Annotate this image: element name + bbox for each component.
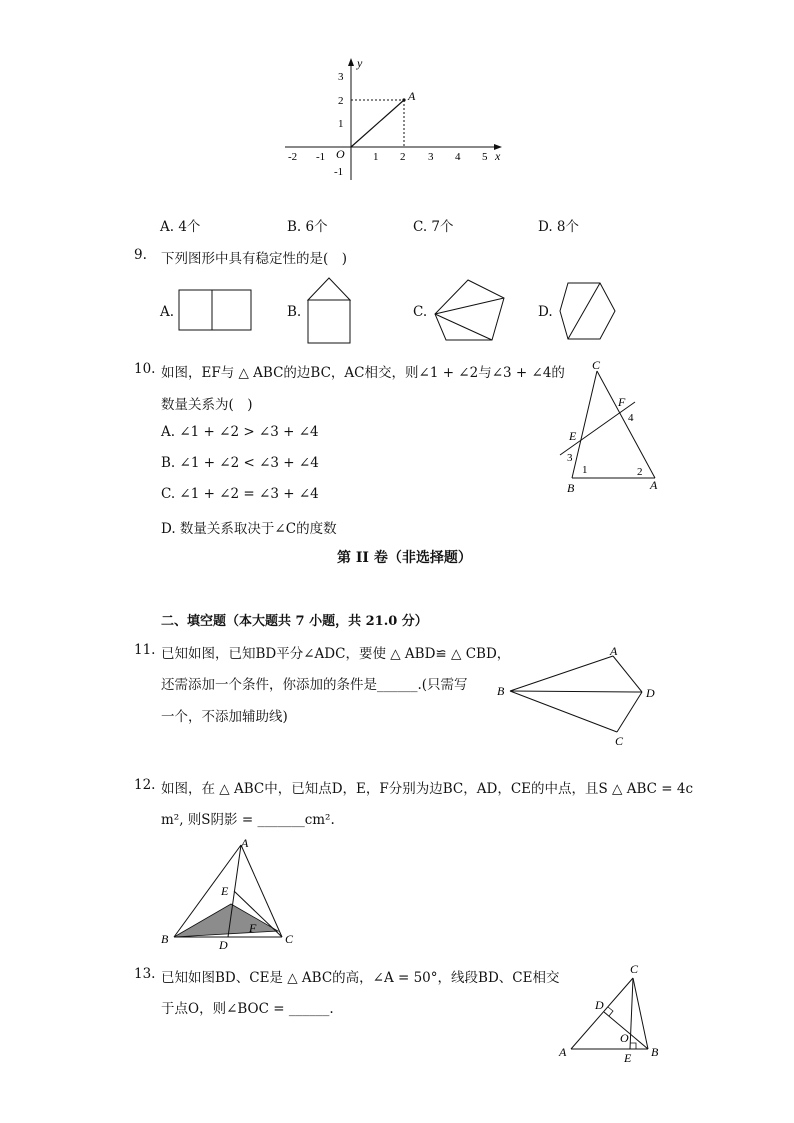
q11-label-d: D: [646, 686, 655, 700]
q11-number: 11.: [134, 642, 156, 658]
q8-origin-label: O: [336, 147, 345, 161]
q8-option-c[interactable]: C. 7个: [413, 219, 454, 235]
q11-label-c: C: [615, 734, 624, 748]
q11-label-b: B: [497, 684, 505, 698]
q12-figure: [155, 835, 305, 950]
q12-label-b: B: [161, 932, 169, 946]
q8-y-tick: 1: [338, 118, 344, 130]
q8-option-a[interactable]: A. 4个: [160, 219, 201, 235]
q8-x-tick: 5: [482, 151, 488, 163]
q9-option-c-figure[interactable]: [432, 278, 508, 344]
section2-title: 第 II 卷（非选择题）: [337, 550, 472, 566]
q9-option-c-label[interactable]: C.: [413, 304, 428, 320]
section2-heading: 二、填空题（本大题共 7 小题，共 21.0 分）: [161, 614, 428, 629]
q10-label-3: 3: [567, 452, 573, 464]
q9-option-a-figure[interactable]: [178, 289, 254, 333]
q8-y-tick: 2: [338, 95, 344, 107]
q10-label-f: F: [618, 395, 626, 409]
q10-figure: [555, 355, 670, 500]
q9-option-d-figure[interactable]: [558, 281, 618, 343]
q12-line1: 如图，在 △ ABC中，已知点D，E，F分别为边BC，AD，CE的中点，且S △ ABC = 4c: [161, 781, 694, 797]
q9-option-a-label[interactable]: A.: [160, 304, 175, 320]
q10-label-1: 1: [582, 464, 588, 476]
q13-line1: 已知如图BD、CE是 △ ABC的高，∠A = 50°，线段BD、CE相交: [161, 970, 560, 986]
q8-option-d[interactable]: D. 8个: [538, 219, 580, 235]
q10-option-a[interactable]: A. ∠1 + ∠2 > ∠3 + ∠4: [161, 424, 319, 440]
q12-label-d: D: [219, 938, 228, 950]
q12-number: 12.: [134, 777, 156, 793]
q11-figure: [493, 642, 663, 750]
q13-label-o: O: [620, 1031, 629, 1045]
q8-x-tick: 1: [373, 151, 379, 163]
q10-label-a: A: [650, 478, 658, 492]
q13-number: 13.: [134, 966, 156, 982]
q10-label-b: B: [567, 481, 575, 495]
q13-label-b: B: [651, 1045, 659, 1059]
q11-line2: 还需添加一个条件，你添加的条件是______.(只需写: [161, 677, 468, 693]
q9-option-b-label[interactable]: B.: [287, 304, 302, 320]
q8-x-tick: 3: [428, 151, 434, 163]
q10-label-e: E: [569, 429, 577, 443]
q8-x-tick: -2: [288, 151, 298, 163]
q10-stem-line1: 如图，EF与 △ ABC的边BC，AC相交，则∠1 + ∠2与∠3 + ∠4的: [161, 365, 565, 381]
q13-label-c: C: [630, 962, 639, 976]
q10-stem-line2: 数量关系为( ): [161, 397, 253, 413]
q12-label-e: E: [221, 884, 229, 898]
q10-label-2: 2: [637, 466, 643, 478]
q13-figure: [552, 958, 672, 1066]
q12-label-c: C: [285, 932, 294, 946]
q13-label-e: E: [624, 1051, 632, 1065]
q12-label-a: A: [241, 836, 249, 850]
q9-option-d-label[interactable]: D.: [538, 304, 553, 320]
q8-x-tick: 4: [455, 151, 461, 163]
q8-x-label: x: [495, 149, 501, 163]
q9-number: 9.: [134, 247, 147, 263]
q8-y-tick: 3: [338, 71, 344, 83]
q8-x-tick: 2: [400, 151, 406, 163]
q8-y-label: y: [357, 56, 363, 70]
q8-x-tick: -1: [316, 151, 326, 163]
q8-y-tick: -1: [334, 166, 344, 178]
q12-line2: m², 则S阴影 = _______cm².: [161, 812, 335, 828]
q11-label-a: A: [610, 644, 618, 658]
q13-label-a: A: [559, 1045, 567, 1059]
q10-option-d[interactable]: D. 数量关系取决于∠C的度数: [161, 521, 337, 537]
q10-label-4: 4: [628, 412, 634, 424]
q9-stem: 下列图形中具有稳定性的是( ): [161, 251, 348, 267]
q11-line3: 一个，不添加辅助线): [161, 709, 288, 725]
q10-option-b[interactable]: B. ∠1 + ∠2 < ∠3 + ∠4: [161, 455, 319, 471]
q8-coordinate-graph: [280, 52, 510, 182]
q10-label-c: C: [592, 358, 601, 372]
q10-option-c[interactable]: C. ∠1 + ∠2 = ∠3 + ∠4: [161, 486, 319, 502]
q10-number: 10.: [134, 361, 156, 377]
q8-point-a-label: A: [408, 89, 416, 103]
q13-label-d: D: [595, 998, 604, 1012]
q8-option-b[interactable]: B. 6个: [287, 219, 328, 235]
q12-label-f: F: [249, 921, 257, 935]
q9-option-b-figure[interactable]: [306, 276, 352, 346]
q13-line2: 于点O，则∠BOC = ______.: [161, 1001, 334, 1017]
q11-line1: 已知如图，已知BD平分∠ADC，要使 △ ABD≌ △ CBD，: [161, 646, 511, 662]
